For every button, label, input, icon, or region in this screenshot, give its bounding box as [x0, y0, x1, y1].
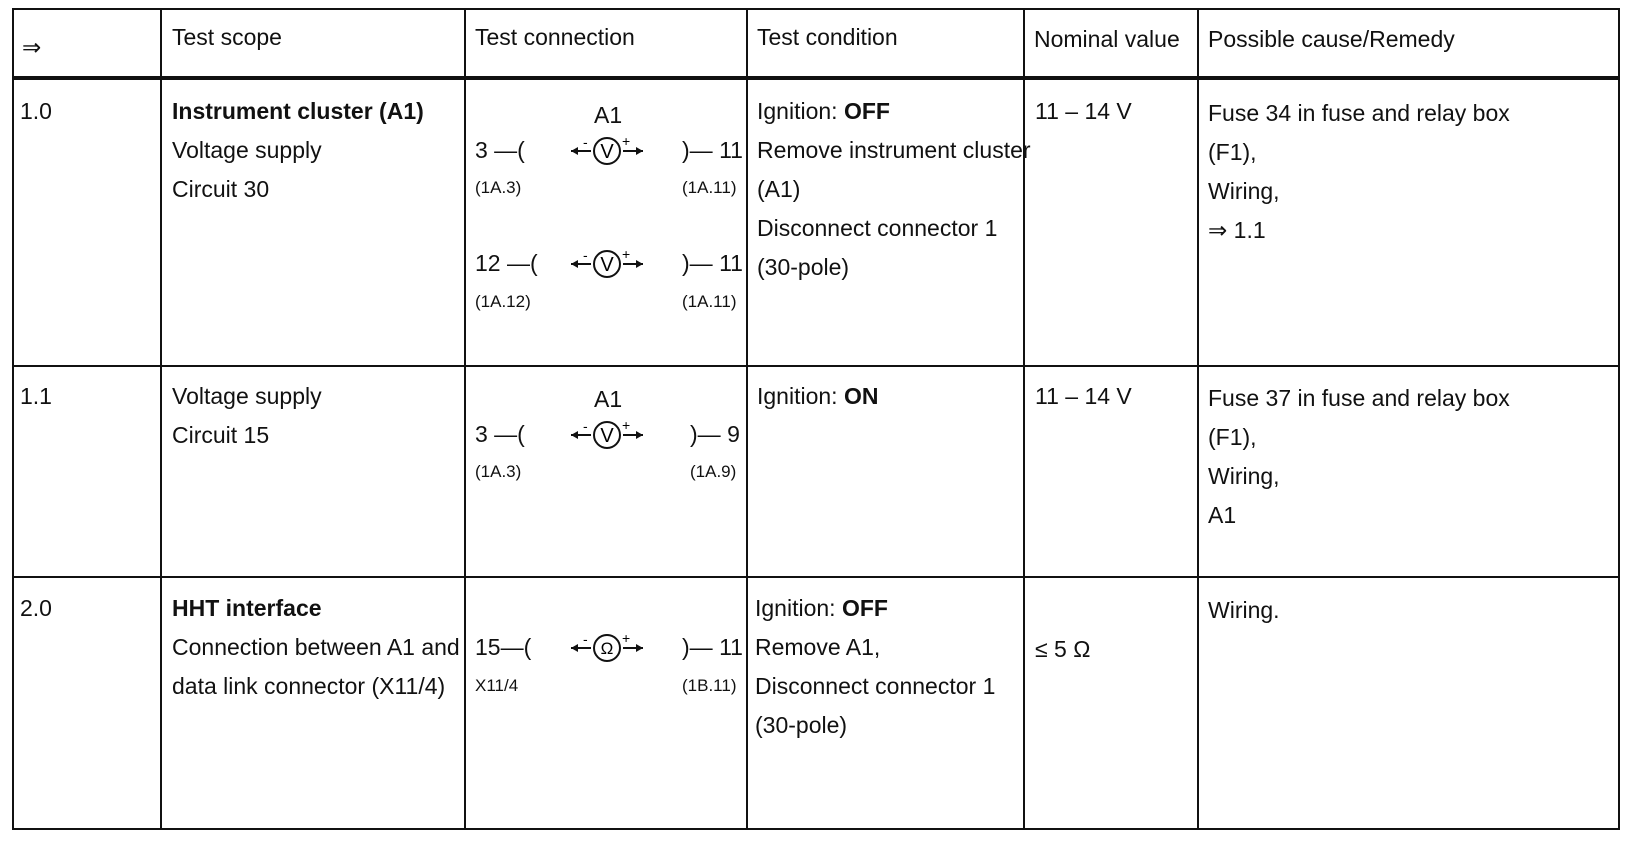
row-divider [14, 365, 1618, 367]
pin-left: 15—( [475, 634, 532, 660]
cause-line: Wiring. [1208, 597, 1280, 623]
header-test-scope: Test scope [172, 24, 282, 50]
pin-left-sub: (1A.3) [475, 178, 522, 197]
svg-text:+: + [622, 134, 631, 149]
pin-right-sub: (1A.9) [690, 462, 737, 481]
test-scope [172, 589, 460, 706]
step-number: 2.0 [20, 595, 52, 621]
cause-line: ⇒ 1.1 [1208, 217, 1266, 243]
header-nominal-value: Nominal value [1034, 26, 1180, 52]
col-divider [160, 10, 162, 828]
step-number: 1.0 [20, 98, 52, 124]
ignition-line: Ignition: OFF [757, 98, 890, 124]
cause-line: (F1), [1208, 139, 1257, 165]
nominal-value: 11 – 14 V [1035, 98, 1132, 124]
nominal-value: ≤ 5 Ω [1035, 636, 1091, 662]
condition-line: Remove instrument cluster [757, 137, 1031, 163]
meter-symbol: V [600, 425, 614, 447]
header-test-connection: Test connection [475, 24, 635, 50]
ohmmeter-icon [569, 631, 645, 670]
scope-line: Circuit 15 [172, 422, 270, 448]
col-divider [1197, 10, 1199, 828]
svg-text:+: + [622, 631, 631, 646]
cause-line: Wiring, [1208, 178, 1280, 204]
cause-line: (F1), [1208, 424, 1257, 450]
test-scope [172, 92, 424, 209]
scope-line: Connection between A1 and [172, 634, 460, 660]
pin-right-sub: (1B.11) [682, 676, 737, 695]
header-cause-remedy: Possible cause/Remedy [1208, 26, 1455, 52]
pin-left: 12 —( [475, 250, 538, 276]
voltmeter-icon [569, 418, 645, 457]
component-label: A1 [594, 102, 623, 128]
pin-left-sub: X11/4 [475, 676, 519, 695]
svg-text:-: - [583, 247, 588, 263]
scope-title: Instrument cluster (A1) [172, 98, 424, 124]
pin-right-sub: (1A.11) [682, 292, 737, 311]
voltmeter-icon [569, 134, 645, 173]
scope-line: data link connector (X11/4) [172, 673, 446, 699]
nominal-value: 11 – 14 V [1035, 383, 1132, 409]
header-arrow: ⇒ [22, 34, 42, 60]
pin-right: )— 9 [690, 421, 740, 447]
pin-left: 3 —( [475, 421, 525, 447]
scope-title: HHT interface [172, 595, 322, 621]
svg-text:-: - [583, 134, 588, 150]
condition-line: (30-pole) [757, 254, 850, 280]
diagnostic-table [12, 8, 1620, 830]
cause-line: A1 [1208, 502, 1237, 528]
cause-line: Fuse 34 in fuse and relay box [1208, 100, 1510, 126]
voltmeter-icon [569, 247, 645, 286]
svg-text:-: - [583, 631, 588, 647]
scope-line: Voltage supply [172, 383, 322, 409]
condition-line: Disconnect connector 1 [757, 215, 998, 241]
pin-left-sub: (1A.3) [475, 462, 522, 481]
pin-right: )— 11 [682, 137, 743, 163]
svg-text:+: + [622, 418, 631, 433]
cause-remedy [1208, 94, 1510, 250]
row-divider [14, 576, 1618, 578]
scope-line: Voltage supply [172, 137, 322, 163]
ignition-line: Ignition: OFF [755, 595, 888, 621]
cause-line: Wiring, [1208, 463, 1280, 489]
svg-text:+: + [622, 247, 631, 262]
test-scope [172, 377, 322, 455]
pin-left-sub: (1A.12) [475, 292, 531, 311]
ignition-line: Ignition: ON [757, 383, 879, 409]
header-divider [14, 76, 1618, 80]
test-condition [755, 589, 995, 745]
condition-line: Remove A1, [755, 634, 881, 660]
condition-line: (A1) [757, 176, 801, 202]
col-divider [746, 10, 748, 828]
meter-symbol: Ω [600, 639, 614, 658]
svg-text:-: - [583, 418, 588, 434]
meter-symbol: V [600, 254, 614, 276]
component-label: A1 [594, 386, 623, 412]
meter-symbol: V [600, 141, 614, 163]
cause-remedy [1208, 591, 1280, 630]
cause-line: Fuse 37 in fuse and relay box [1208, 385, 1510, 411]
pin-left: 3 —( [475, 137, 525, 163]
condition-line: (30-pole) [755, 712, 848, 738]
step-number: 1.1 [20, 383, 52, 409]
pin-right-sub: (1A.11) [682, 178, 737, 197]
pin-right: )— 11 [682, 634, 743, 660]
scope-line: Circuit 30 [172, 176, 270, 202]
condition-line: Disconnect connector 1 [755, 673, 996, 699]
test-condition [757, 377, 878, 416]
col-divider [464, 10, 466, 828]
header-test-condition: Test condition [757, 24, 898, 50]
cause-remedy [1208, 379, 1510, 535]
test-condition [757, 92, 1031, 287]
pin-right: )— 11 [682, 250, 743, 276]
